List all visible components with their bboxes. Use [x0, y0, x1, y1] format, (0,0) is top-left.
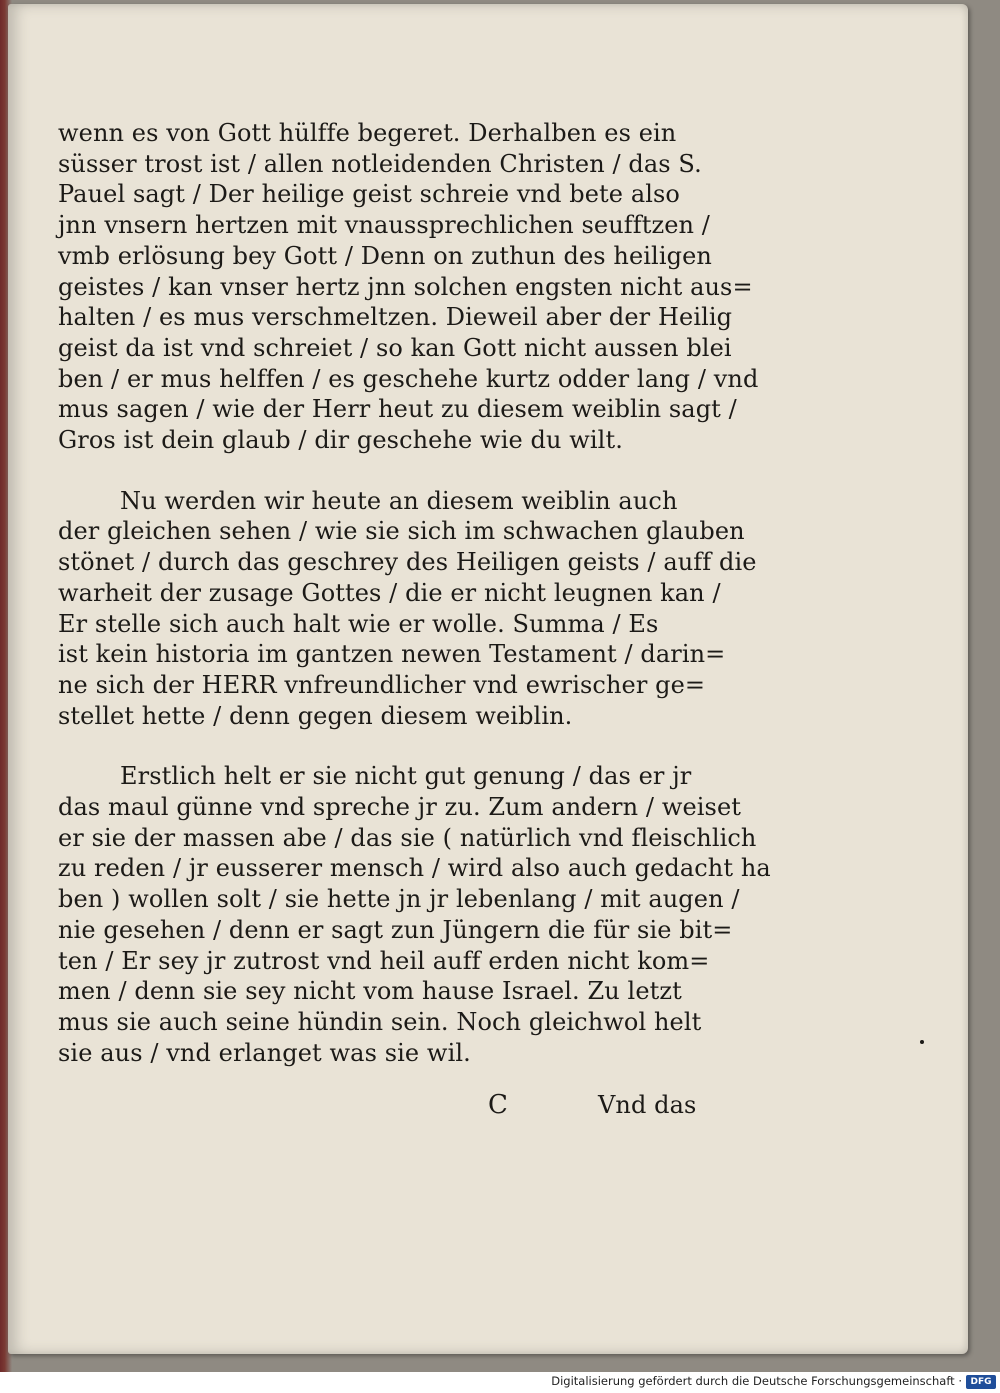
text-line: er sie der massen abe / das sie ( natürlich vnd fleischlich: [58, 823, 757, 852]
paragraph-2: [58, 486, 757, 732]
text-line: geist da ist vnd schreiet / so kan Gott nicht aussen blei: [58, 333, 732, 362]
text-line: nie gesehen / denn er sagt zun Jüngern die für sie bit=: [58, 915, 733, 944]
text-line: Er stelle sich auch halt wie er wolle. Summa / Es: [58, 609, 659, 638]
text-line: zu reden / jr eusserer mensch / wird also auch gedacht ha: [58, 854, 771, 883]
text-line: warheit der zusage Gottes / die er nicht leugnen kan /: [58, 578, 721, 607]
text-line: stellet hette / denn gegen diesem weiblin.: [58, 701, 573, 730]
text-line: wenn es von Gott hülffe begeret. Derhalben es ein: [58, 119, 677, 147]
text-line: Gros ist dein glaub / dir geschehe wie du wilt.: [58, 426, 623, 455]
page-footer-line: [58, 1090, 738, 1124]
ink-dot: [920, 1040, 924, 1044]
text-line: ten / Er sey jr zutrost vnd heil auff erden nicht kom=: [58, 946, 710, 975]
text-line: halten / es mus verschmeltzen. Dieweil aber der Heilig: [58, 303, 733, 332]
text-line: das maul günne vnd spreche jr zu. Zum andern / weiset: [58, 793, 742, 822]
paragraph-3: [58, 761, 771, 1068]
text-line: Erstlich helt er sie nicht gut genung / das er jr: [120, 762, 692, 791]
text-line: Nu werden wir heute an diesem weiblin auch: [120, 486, 678, 515]
text-line: ben / er mus helffen / es geschehe kurtz odder lang / vnd: [58, 364, 759, 393]
digitization-credit: Digitalisierung gefördert durch die Deutsche Forschungsgemeinschaft ·: [551, 1374, 962, 1388]
text-line: Pauel sagt / Der heilige geist schreie vnd bete also: [58, 180, 680, 209]
text-line: süsser trost ist / allen notleidenden Christen / das S.: [58, 149, 702, 178]
text-line: geistes / kan vnser hertz jnn solchen engsten nicht aus=: [58, 272, 753, 301]
text-line: men / denn sie sey nicht vom hause Israel. Zu letzt: [58, 977, 682, 1006]
text-line: stönet / durch das geschrey des Heiligen geists / auff die: [58, 548, 757, 577]
text-line: ne sich der HERR vnfreundlicher vnd ewrischer ge=: [58, 670, 706, 699]
catchword: Vnd das: [598, 1091, 697, 1120]
text-line: ist kein historia im gantzen newen Testament / darin=: [58, 640, 726, 669]
text-line: der gleichen sehen / wie sie sich im schwachen glauben: [58, 517, 745, 546]
text-line: mus sagen / wie der Herr heut zu diesem weiblin sagt /: [58, 395, 737, 424]
text-line: sie aus / vnd erlanget was sie wil.: [58, 1038, 471, 1067]
text-line: jnn vnsern hertzen mit vnaussprechlichen seufftzen /: [58, 211, 710, 240]
dfg-logo-icon: DFG: [966, 1375, 996, 1389]
signature-mark: C: [488, 1090, 508, 1121]
credit-bar: [0, 1372, 1000, 1393]
page-text: [58, 118, 771, 1124]
text-line: ben ) wollen solt / sie hette jn jr lebenlang / mit augen /: [58, 885, 740, 914]
paragraph-1: [58, 118, 759, 456]
text-line: vmb erlösung bey Gott / Denn on zuthun des heiligen: [58, 241, 712, 270]
text-line: mus sie auch seine hündin sein. Noch gleichwol helt: [58, 1007, 702, 1036]
